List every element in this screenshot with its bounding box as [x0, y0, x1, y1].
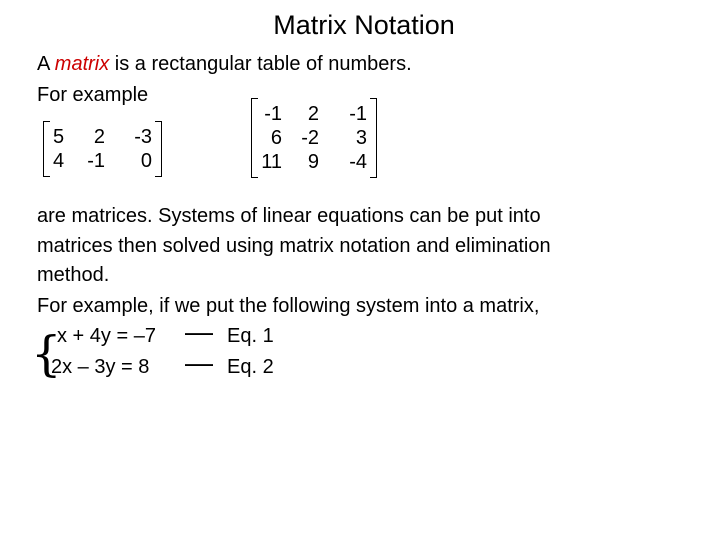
matrix-cell: -1: [349, 103, 367, 125]
matrix-cell: 2: [93, 126, 105, 148]
matrix-row: [53, 149, 152, 173]
matrix-b-table: [261, 102, 367, 174]
matrix-cell: 4: [53, 150, 65, 172]
matrix-row: [261, 150, 367, 174]
matrix-cell: -1: [264, 103, 282, 125]
for-example-label: For example: [37, 84, 149, 106]
paragraph-line: are matrices. Systems of linear equations can be put into: [37, 205, 541, 227]
matrix-b: [251, 98, 377, 178]
matrix-a-right-bracket: [155, 121, 162, 177]
equation-1: x + 4y = –7: [57, 325, 156, 347]
matrix-row: [261, 102, 367, 126]
matrix-row: [53, 125, 152, 149]
intro-prefix: A: [37, 53, 55, 75]
page-title: Matrix Notation: [273, 10, 455, 40]
matrix-cell: -2: [301, 127, 319, 149]
matrix-term: matrix: [54, 53, 110, 75]
matrix-cell: -4: [349, 151, 367, 173]
intro-line: [37, 52, 412, 76]
matrix-cell: 2: [307, 103, 319, 125]
matrix-cell: 0: [140, 150, 152, 172]
matrix-row: [261, 126, 367, 150]
matrix-a-table: [53, 125, 152, 173]
system-intro: For example, if we put the following system into a matrix,: [37, 295, 540, 317]
matrix-cell: 3: [355, 127, 367, 149]
intro-suffix: is a rectangular table of numbers.: [109, 53, 412, 75]
matrix-a-left-bracket: [43, 121, 50, 177]
equation-2: 2x – 3y = 8: [51, 356, 150, 378]
paragraph-line: method.: [37, 264, 110, 286]
equation-1-label: Eq. 1: [227, 325, 274, 347]
system-brace: {: [31, 326, 62, 382]
equation-2-label: Eq. 2: [227, 356, 274, 378]
matrix-b-right-bracket: [370, 98, 377, 178]
matrix-cell: 6: [270, 127, 282, 149]
matrix-cell: 11: [261, 151, 282, 173]
matrix-cell: 9: [307, 151, 319, 173]
paragraph-line: matrices then solved using matrix notation and elimination: [37, 235, 551, 257]
equation-2-dash: —: [185, 347, 213, 378]
matrix-cell: -1: [87, 150, 105, 172]
matrix-cell: 5: [53, 126, 65, 148]
matrix-a: [43, 121, 162, 177]
matrix-b-left-bracket: [251, 98, 258, 178]
equation-1-dash: —: [185, 316, 213, 347]
matrix-cell: -3: [134, 126, 152, 148]
